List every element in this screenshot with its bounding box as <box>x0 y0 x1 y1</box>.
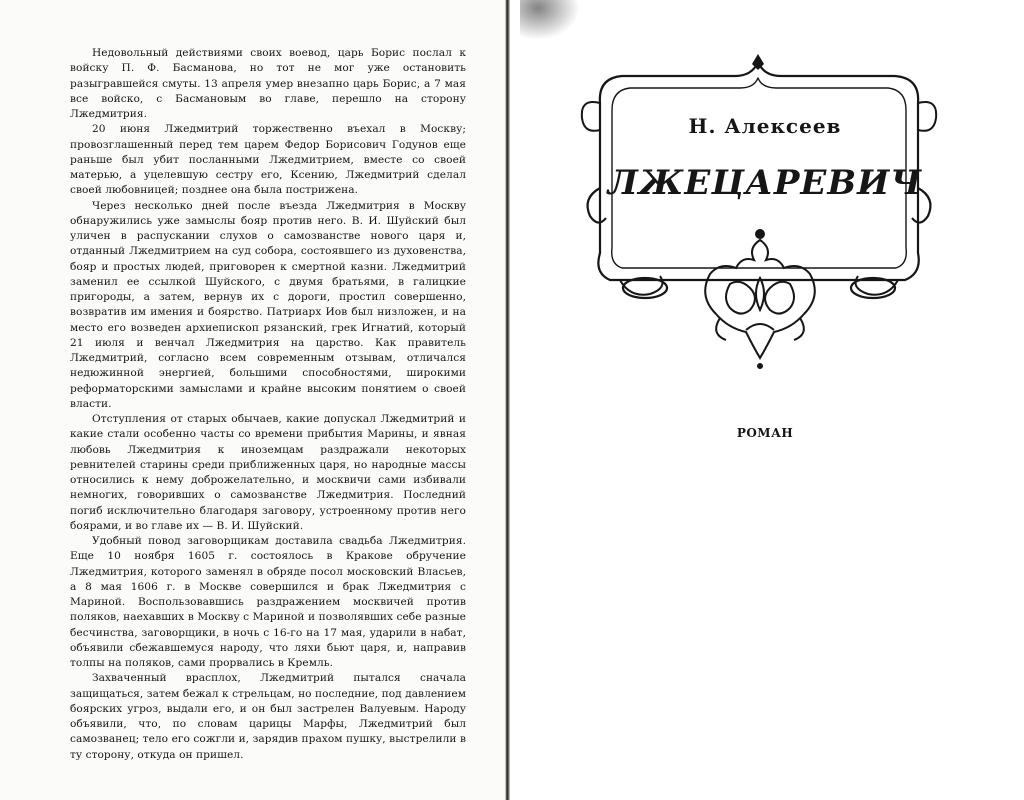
paragraph-2: 20 июня Лжедмитрий торжественно въехал в Москву; провозглашенный перед тем царем Федор Борисович Годунов еще раньше был убит посланными Лжедмитрием, вместе со своей матерью, а уцелевшую сестру его, Ксению, Лжедмитрий сделал своей любовницей; позднее она была пострижена. <box>70 123 466 197</box>
book-title: ЛЖЕЦАРЕВИЧ <box>607 163 923 203</box>
text-body <box>70 46 466 763</box>
paragraph-6: Захваченный врасплох, Лжедмитрий пытался сначала защищаться, затем бежал к стрельцам, но последние, под давлением боярских угроз, выдали его, и он был застрелен Валуевым. Народу объявили, что, по словам царицы Марфы, Лжедмитрий был самозванец; тело его сожгли и, зарядив прахом пушку, выстрелили в ту сторону, откуда он пришел. <box>70 672 467 761</box>
ornamental-title-frame <box>560 48 960 388</box>
paragraph-1: Недовольный действиями своих воевод, царь Борис послал к войску П. Ф. Басманова, но тот не мог уже остановить разыгравшейся смуты. 13 апреля умер внезапно царь Борис, а 7 мая все войско, с Басмановым во главе, перешло на сторону Лжедмитрия. <box>70 47 466 120</box>
paragraph-4: Отступления от старых обычаев, какие допускал Лжедмитрий и какие стали особенно часты со времени прибытия Марины, и явная любовь Лжедмитрия к иноземцам раздражали некоторых ревнителей старины среди приближенных царя, но народные массы относились к нему доброжелательно, и москвичи сами избивали немногих, говоривших о самозванстве Лжедмитрия. Последний погиб исключительно благодаря заговору, устроенному против него боярами, и во главе их — В. И. Шуйский. <box>70 413 466 532</box>
author-name: Н. Алексеев <box>688 114 842 138</box>
paragraph-5: Удобный повод заговорщикам доставила свадьба Лжедмитрия. Еще 10 ноября 1605 г. состоялось в Кракове обручение Лжедмитрия, которого заменял в обряде посол московский Власьев, а 8 мая 1606 г. в Москве совершился и брак Лжедмитрия с Мариной. Воспользовавшись раздражением москвичей против поляков, наехавших в Москву с Мариной и позволявших себе разные бесчинства, заговорщики, в ночь с 16-го на 17 мая, ударили в набат, объявили сбежавшемуся народу, что ляхи бьют царя, и, направив толпы на поляков, сами прорвались в Кремль. <box>70 535 466 669</box>
genre-label: РОМАН <box>736 426 794 440</box>
paragraph-3: Через несколько дней после въезда Лжедмитрия в Москву обнаружились уже замыслы бояр против него. В. И. Шуйский был уличен в распускании слухов о самозванстве нового царя и, отданный Лжедмитрием на суд собора, состоявшего из духовенства, бояр и простых людей, приговорен к смертной казни. Лжедмитрий заменил ее ссылкой Шуйского, с двумя братьями, в галицкие пригороды, а затем, вернув их с дороги, простил совершенно, возвратив им имения и боярство. Патриарх Иов был низложен, и на место его возведен архиепископ рязанский, грек Игнатий, который 21 июля и венчал Лжедмитрия на царство. Как правитель Лжедмитрий, согласно всем современным отзывам, отличался недюжинной энергией, большими способностями, широкими реформаторскими замыслами и крайне высоким понятием о своей власти. <box>70 199 466 410</box>
scan-smudge <box>520 0 580 40</box>
left-page <box>0 0 508 800</box>
